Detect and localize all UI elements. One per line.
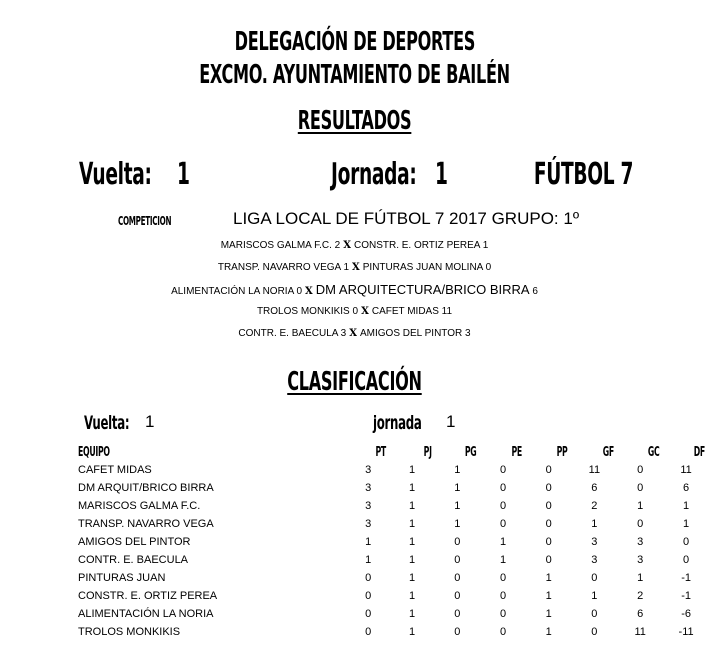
cell-gf: 3 [591, 536, 598, 548]
away-score: 0 [485, 262, 492, 273]
classification-body [78, 461, 709, 641]
col-pe [480, 444, 526, 461]
col-label: EQUIPO [78, 445, 110, 460]
cell-pt: 0 [365, 626, 372, 638]
home-team: MARISCOS GALMA F.C. [220, 240, 332, 251]
versus-icon: X [349, 328, 357, 339]
cell-gf: 0 [591, 626, 598, 638]
cell-df: 1 [683, 500, 690, 512]
cell-pj: 1 [408, 590, 416, 602]
cell-pg: 0 [454, 572, 461, 584]
cell-pp: 0 [545, 482, 552, 494]
col-label: PT [375, 445, 387, 460]
home-team: TROLOS MONKIKIS [256, 306, 350, 317]
cell-pe: 0 [500, 608, 507, 620]
cell-df: 6 [683, 482, 690, 494]
cell-pe: 0 [500, 464, 507, 476]
cell-pg: 1 [454, 518, 461, 530]
away-score: 6 [532, 286, 538, 297]
cell-pp: 1 [545, 626, 552, 638]
col-equipo [78, 444, 222, 461]
vuelta-value: 1 [177, 157, 190, 192]
org-name: DELEGACIÓN DE DEPORTES [234, 27, 475, 57]
table-row [78, 497, 709, 515]
classification-heading [0, 367, 709, 397]
cell-gf: 0 [591, 608, 598, 620]
col-gc [617, 444, 663, 461]
home-score: 3 [340, 328, 347, 339]
match-row [0, 305, 709, 319]
cell-gc: 0 [637, 482, 644, 494]
cell-pp: 0 [545, 536, 552, 548]
cell-pp: 1 [545, 572, 552, 584]
col-label: GC [647, 445, 660, 460]
competition-value: LIGA LOCAL DE FÚTBOL 7 2017 GRUPO: 1º [233, 209, 580, 228]
cell-pe: 0 [500, 500, 507, 512]
cell-pe: 0 [500, 518, 507, 530]
cell-pj: 1 [408, 536, 416, 548]
table-row [78, 533, 709, 551]
cell-pj: 1 [408, 518, 416, 530]
classification-title: CLASIFICACIÓN [287, 367, 422, 397]
table-row [78, 515, 709, 533]
home-score: 0 [352, 306, 359, 317]
cell-pt: 0 [365, 590, 372, 602]
cell-pt: 3 [365, 518, 372, 530]
cell-df: -1 [681, 590, 691, 602]
cell-gc: 11 [634, 626, 646, 638]
versus-icon: X [343, 240, 351, 251]
cell-pg: 1 [454, 464, 461, 476]
table-row [78, 569, 709, 587]
cell-gc: 0 [637, 518, 644, 530]
cell-pj: 1 [408, 464, 416, 476]
col-label: GF [602, 445, 614, 460]
jornada-value-wrap [435, 158, 455, 192]
col-pp [526, 444, 572, 461]
cell-df: -1 [681, 572, 691, 584]
cell-pe: 1 [500, 554, 507, 566]
home-score: 2 [334, 240, 341, 251]
table-header-row [78, 444, 709, 461]
cell-df: -11 [678, 626, 694, 638]
cell-team-name: TRANSP. NAVARRO VEGA [78, 518, 214, 530]
cell-pt: 3 [365, 500, 372, 512]
cell-df: 1 [683, 518, 690, 530]
cell-pj: 1 [408, 608, 416, 620]
cell-gf: 1 [591, 518, 598, 530]
cell-pe: 0 [500, 626, 507, 638]
header-line-2 [0, 60, 709, 90]
cell-pj: 1 [408, 626, 416, 638]
cell-gf: 2 [591, 500, 598, 512]
cell-gc: 3 [637, 536, 644, 548]
cell-pp: 1 [545, 608, 552, 620]
cell-pg: 0 [454, 608, 461, 620]
cell-pj: 1 [408, 500, 416, 512]
table-row [78, 587, 709, 605]
cell-df: -6 [681, 608, 691, 620]
cell-pg: 0 [454, 536, 461, 548]
away-team: PINTURAS JUAN MOLINA [362, 262, 483, 273]
cell-team-name: MARISCOS GALMA F.C. [78, 500, 201, 512]
col-pt [222, 444, 390, 461]
home-score: 0 [296, 286, 303, 297]
away-team: DM ARQUITECTURA/BRICO BIRRA [315, 282, 530, 297]
jornada-label: Jornada: [331, 157, 417, 192]
col-df [663, 444, 709, 461]
cell-team-name: PINTURAS JUAN [78, 572, 166, 584]
away-team: CONSTR. E. ORTIZ PEREA [353, 240, 480, 251]
home-team: CONTR. E. BAECULA [238, 328, 338, 339]
cell-team-name: AMIGOS DEL PINTOR [78, 536, 191, 548]
cell-team-name: CAFET MIDAS [78, 464, 152, 476]
away-score: 3 [465, 328, 471, 339]
cls-jornada-label: jornada [373, 412, 422, 434]
cell-gc: 1 [637, 572, 644, 584]
cell-df: 0 [683, 554, 690, 566]
cell-pj: 1 [408, 482, 416, 494]
table-row [78, 605, 709, 623]
cell-gc: 1 [637, 500, 644, 512]
col-gf [571, 444, 617, 461]
cell-df: 0 [683, 536, 690, 548]
col-label: PG [464, 445, 477, 460]
home-team: ALIMENTACIÓN LA NORIA [171, 286, 294, 297]
home-score: 1 [343, 262, 349, 273]
col-label: PE [511, 445, 523, 460]
cell-gc: 0 [637, 464, 644, 476]
cell-team-name: CONTR. E. BAECULA [78, 554, 189, 566]
cell-pt: 1 [365, 554, 372, 566]
cell-pt: 3 [365, 482, 372, 494]
cell-gf: 11 [588, 464, 601, 476]
header-line-1 [0, 27, 709, 57]
cell-pt: 0 [365, 608, 372, 620]
cell-team-name: ALIMENTACIÓN LA NORIA [78, 608, 214, 620]
cls-vuelta-value: 1 [145, 412, 155, 431]
cell-pp: 0 [545, 554, 552, 566]
table-row [78, 479, 709, 497]
cell-pe: 0 [500, 590, 507, 602]
table-row [78, 461, 709, 479]
sport-label: FÚTBOL 7 [533, 157, 633, 192]
versus-icon: X [352, 262, 360, 273]
cell-pp: 1 [545, 590, 552, 602]
match-row [0, 283, 709, 299]
cell-gf: 6 [591, 482, 598, 494]
cell-gf: 1 [591, 590, 598, 602]
match-row [0, 261, 709, 275]
cell-pt: 1 [365, 536, 372, 548]
match-row [0, 239, 709, 253]
competition-label: COMPETICION [118, 214, 172, 228]
cell-pg: 0 [454, 590, 461, 602]
results-title: RESULTADOS [297, 106, 412, 136]
col-pg [434, 444, 480, 461]
cell-pp: 0 [545, 500, 552, 512]
sport-info [473, 158, 633, 192]
jornada-value: 1 [435, 157, 448, 192]
cell-pj: 1 [408, 572, 416, 584]
council-name: EXCMO. AYUNTAMIENTO DE BAILÉN [199, 60, 510, 90]
cell-gc: 2 [637, 590, 644, 602]
col-label: DF [694, 445, 706, 460]
competition-label-wrap [118, 212, 207, 230]
cell-gf: 0 [591, 572, 598, 584]
match-row [0, 327, 709, 341]
col-label: PP [557, 445, 568, 460]
col-label: PJ [423, 445, 432, 460]
versus-icon: X [361, 306, 369, 317]
away-team: CAFET MIDAS [371, 306, 439, 317]
cell-pt: 3 [365, 464, 372, 476]
cell-pe: 0 [500, 572, 507, 584]
away-team: AMIGOS DEL PINTOR [359, 328, 463, 339]
cell-pg: 1 [454, 482, 461, 494]
cell-gf: 3 [591, 554, 598, 566]
cell-pe: 0 [500, 482, 507, 494]
table-row [78, 623, 709, 641]
cell-pj: 1 [408, 554, 416, 566]
cell-pg: 1 [454, 500, 461, 512]
cell-team-name: DM ARQUIT/BRICO BIRRA [78, 482, 214, 494]
versus-icon: X [305, 286, 313, 297]
away-score: 1 [482, 240, 489, 251]
results-heading [0, 106, 709, 136]
cell-gc: 3 [637, 554, 644, 566]
cell-pp: 0 [545, 518, 552, 530]
cell-team-name: CONSTR. E. ORTIZ PEREA [78, 590, 218, 602]
cls-jornada-label-wrap [373, 412, 451, 434]
classification-table [78, 444, 709, 641]
vuelta-value-wrap [177, 158, 197, 192]
table-row [78, 551, 709, 569]
cell-pg: 0 [454, 554, 461, 566]
away-score: 11 [441, 306, 453, 317]
home-team: TRANSP. NAVARRO VEGA [217, 262, 341, 273]
cls-jornada-value: 1 [446, 412, 456, 431]
cell-pe: 1 [500, 536, 507, 548]
vuelta-label: Vuelta: [79, 157, 152, 192]
cell-gc: 6 [637, 608, 644, 620]
cell-pg: 0 [454, 626, 461, 638]
col-pj [390, 444, 435, 461]
cell-pp: 0 [545, 464, 552, 476]
cls-vuelta-label: Vuelta: [84, 412, 130, 434]
cell-team-name: TROLOS MONKIKIS [78, 626, 181, 638]
cell-df: 11 [680, 464, 692, 476]
cell-pt: 0 [365, 572, 372, 584]
